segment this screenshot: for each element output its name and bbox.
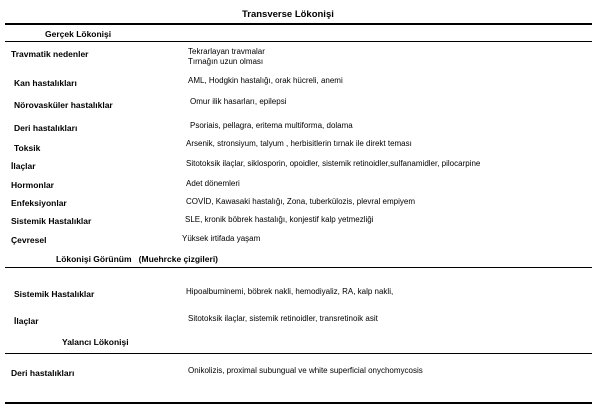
row-value: COVİD, Kawasaki hastalığı, Zona, tuberkülozis, plevral empiyem [186,197,415,206]
row-value: Psoriais, pellagra, eritema multiforma, dolama [190,121,353,130]
top-rule [5,23,592,25]
section-heading-text: Lökonişi Görünüm [56,254,132,264]
row-value: SLE, kronik böbrek hastalığı, konjestif kalp yetmezliği [185,215,374,224]
row-value: Sitotoksik ilaçlar, sistemik retinoidler, transretinoik asit [188,314,378,323]
row-label: Travmatik nedenler [11,49,89,59]
row-value: Adet dönemleri [186,179,240,188]
row-value: Omur ilik hasarları, epilepsi [190,97,287,106]
row-value: Yüksek irtifada yaşam [182,234,261,243]
row-label: Enfeksiyonlar [11,198,67,208]
row-label: Kan hastalıkları [14,78,77,88]
row-label: İlaçlar [14,316,39,326]
bottom-rule [5,402,592,404]
section-rule [5,353,592,354]
row-label: Sistemik Hastalıklar [11,216,92,226]
row-label: Nörovasküler hastalıklar [14,100,113,110]
row-value: Tekrarlayan travmalar [188,47,265,56]
section-heading-gercek: Gerçek Lökonişi [45,29,112,39]
row-label: Hormonlar [11,180,54,190]
row-value: AML, Hodgkin hastalığı, orak hücreli, anemi [188,76,343,85]
table-title: Transverse Lökonişi [242,9,334,20]
row-value: Arsenik, stronsiyum, talyum , herbisitlerin tırnak ile direkt teması [186,139,412,148]
section-heading-yalanci: Yalancı Lökonişi [62,337,129,347]
row-label: Toksik [14,143,41,153]
row-value: Hipoalbuminemi, böbrek nakli, hemodiyaliz, RA, kalp nakli, [186,287,394,296]
row-value: Sitotoksik ilaçlar, siklosporin, opoidler, sistemik retinoidler,sulfanamidler, pilocarpine [186,159,481,168]
row-label: Deri hastalıkları [11,368,75,378]
section-heading-gorunum [56,254,218,264]
section-heading-note: (Muehrcke çizgileri) [138,254,219,264]
row-label: Deri hastalıkları [14,123,78,133]
row-value-line2: Tırnağın uzun olması [188,57,264,66]
row-value: Onikolizis, proximal subungual ve white superficial onychomycosis [188,366,423,375]
section-rule [5,267,592,268]
section-rule [5,41,592,42]
row-label: İlaçlar [11,161,36,171]
row-label: Sistemik Hastalıklar [14,289,95,299]
row-label: Çevresel [11,235,47,245]
